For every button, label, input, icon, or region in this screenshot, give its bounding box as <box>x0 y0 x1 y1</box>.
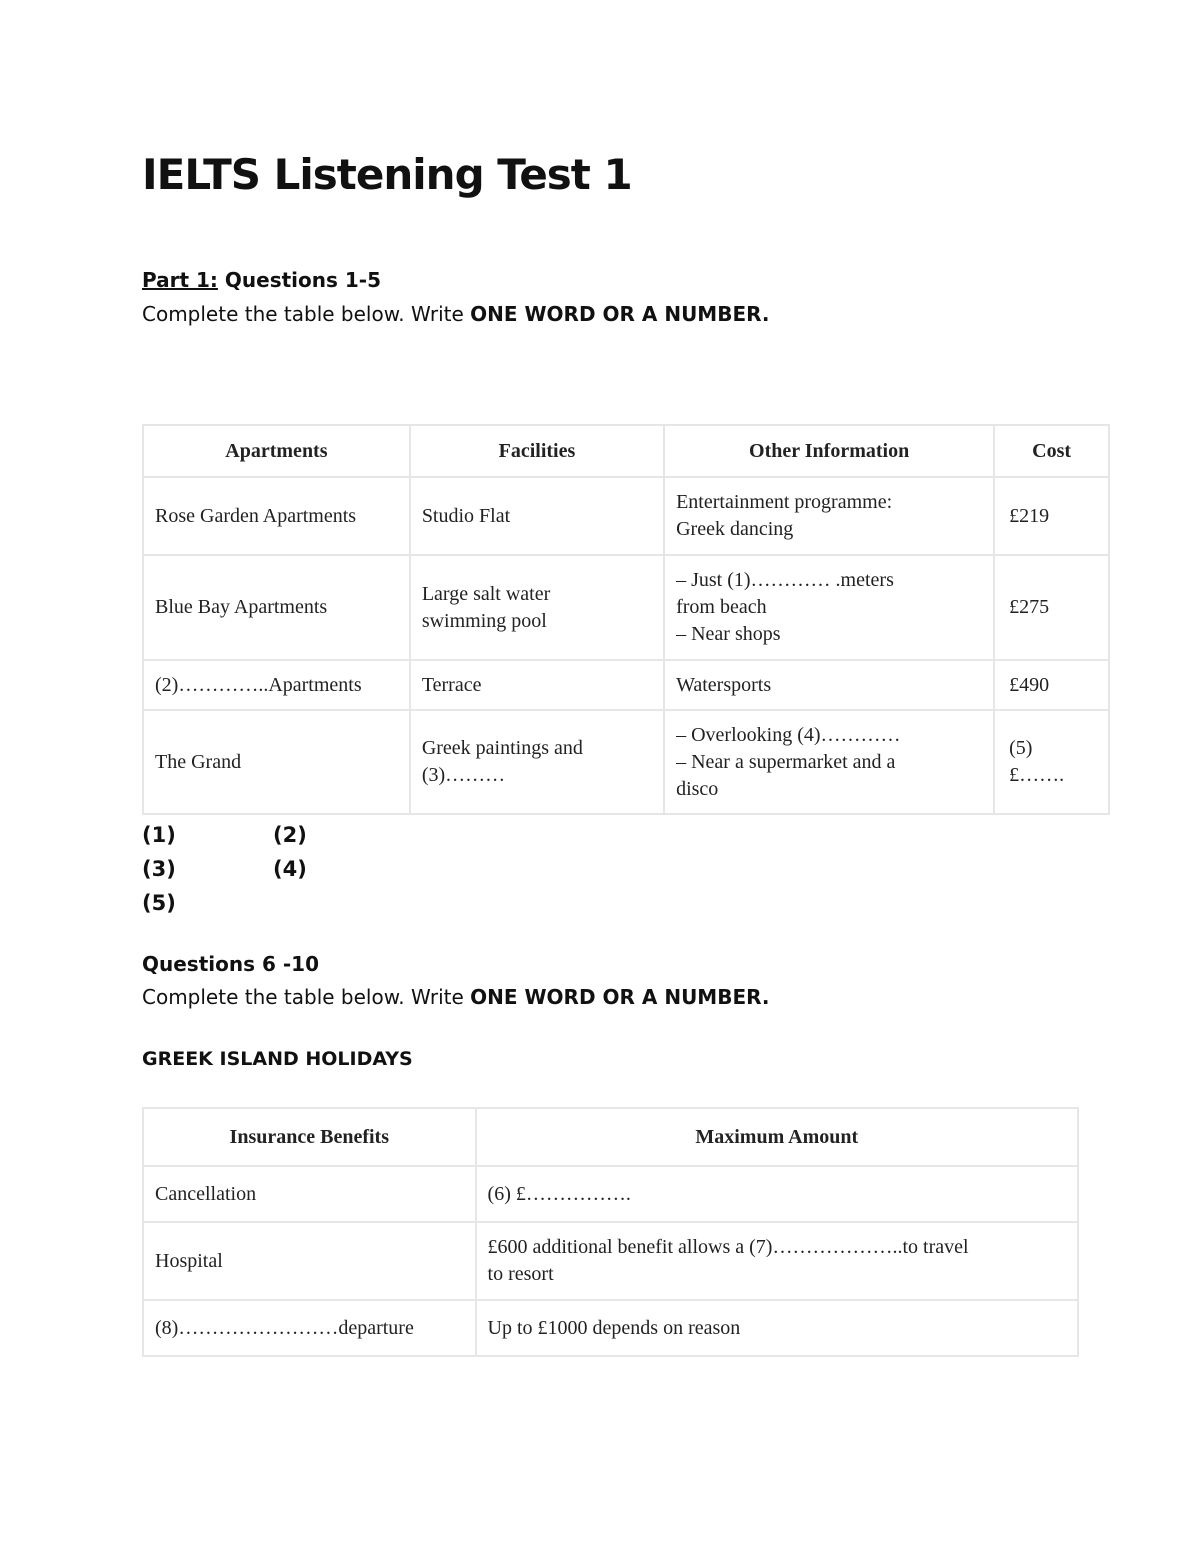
other-info-cell <box>664 660 994 710</box>
info-line: Greek dancing <box>676 518 794 540</box>
cost-line: £219 <box>1009 504 1050 527</box>
info-line: Entertainment programme: <box>676 491 893 513</box>
part1-label: Part 1: <box>142 268 218 292</box>
info-line: disco <box>676 777 719 800</box>
table-row <box>143 710 1109 814</box>
part2-heading: Questions 6 -10 <box>142 952 319 976</box>
other-info-cell <box>664 555 994 660</box>
facilities-line: Terrace <box>421 673 482 696</box>
info-line: – Overlooking (4)………… <box>676 723 901 746</box>
facilities-cell <box>410 660 664 710</box>
apartments-table <box>142 424 1110 815</box>
header-maximum-amount: Maximum Amount <box>476 1108 1078 1166</box>
facilities-line: Large salt water <box>421 582 551 605</box>
instruction-text: Complete the table below. Write <box>142 985 471 1009</box>
info-line: – Near shops <box>676 623 781 645</box>
header-apartments: Apartments <box>143 425 410 477</box>
cost-cell <box>994 710 1109 814</box>
table-row <box>143 1166 1078 1222</box>
table-row <box>143 1222 1078 1300</box>
insurance-table <box>142 1107 1079 1357</box>
header-facilities: Facilities <box>410 425 664 477</box>
apartment-cell: Rose Garden Apartments <box>143 477 410 555</box>
benefit-cell: Cancellation <box>143 1166 476 1222</box>
table-row <box>143 1300 1078 1356</box>
info-line: Watersports <box>676 673 772 696</box>
answer-label: (2) <box>273 823 307 847</box>
amount-line: £600 additional benefit allows a (7)………………..to travel <box>487 1236 969 1258</box>
part2-instruction <box>142 985 769 1009</box>
apartment-cell: Blue Bay Apartments <box>143 555 410 660</box>
amount-cell <box>476 1300 1078 1356</box>
page-title: IELTS Listening Test 1 <box>142 150 632 199</box>
facilities-line: Studio Flat <box>421 504 511 527</box>
part1-instruction <box>142 302 769 326</box>
other-info-cell <box>664 710 994 814</box>
table-row <box>143 660 1109 710</box>
info-line: – Near a supermarket and a <box>676 750 896 773</box>
facilities-cell <box>410 477 664 555</box>
amount-line: to resort <box>487 1263 554 1285</box>
table-header-row <box>143 1108 1078 1166</box>
facilities-cell <box>410 555 664 660</box>
table-row <box>143 555 1109 660</box>
part1-heading <box>142 268 381 292</box>
answer-label: (3) <box>142 857 176 881</box>
answer-label: (1) <box>142 823 176 847</box>
answer-list <box>142 818 307 920</box>
table-header-row <box>143 425 1109 477</box>
info-line: from beach <box>676 596 767 618</box>
facilities-line: swimming pool <box>421 609 547 632</box>
header-cost: Cost <box>994 425 1109 477</box>
info-line: – Just (1)………… .meters <box>676 569 894 591</box>
cost-cell <box>994 660 1109 710</box>
cost-line: £275 <box>1009 596 1050 618</box>
header-insurance-benefits: Insurance Benefits <box>143 1108 476 1166</box>
apartment-cell: The Grand <box>143 710 410 814</box>
section-title: GREEK ISLAND HOLIDAYS <box>142 1048 413 1070</box>
cost-line: £……. <box>1009 764 1065 786</box>
amount-cell <box>476 1166 1078 1222</box>
apartment-cell: (2)…………..Apartments <box>143 660 410 710</box>
amount-line: Up to £1000 depends on reason <box>487 1316 741 1339</box>
facilities-cell <box>410 710 664 814</box>
table-row <box>143 477 1109 555</box>
cost-line: (5) <box>1009 737 1033 759</box>
other-info-cell <box>664 477 994 555</box>
amount-cell <box>476 1222 1078 1300</box>
cost-cell <box>994 477 1109 555</box>
cost-line: £490 <box>1009 673 1050 696</box>
part1-questions: Questions 1-5 <box>224 268 381 292</box>
cost-cell <box>994 555 1109 660</box>
amount-line: (6) £……………. <box>487 1182 631 1205</box>
instruction-emphasis: ONE WORD OR A NUMBER. <box>470 985 770 1009</box>
instruction-emphasis: ONE WORD OR A NUMBER. <box>470 302 770 326</box>
answer-label: (5) <box>142 891 176 915</box>
facilities-line: (3)……… <box>421 764 506 786</box>
facilities-line: Greek paintings and <box>421 737 583 759</box>
header-other-information: Other Information <box>664 425 994 477</box>
instruction-text: Complete the table below. Write <box>142 302 471 326</box>
benefit-cell: Hospital <box>143 1222 476 1300</box>
benefit-cell: (8)……………………departure <box>143 1300 476 1356</box>
answer-label: (4) <box>273 857 307 881</box>
